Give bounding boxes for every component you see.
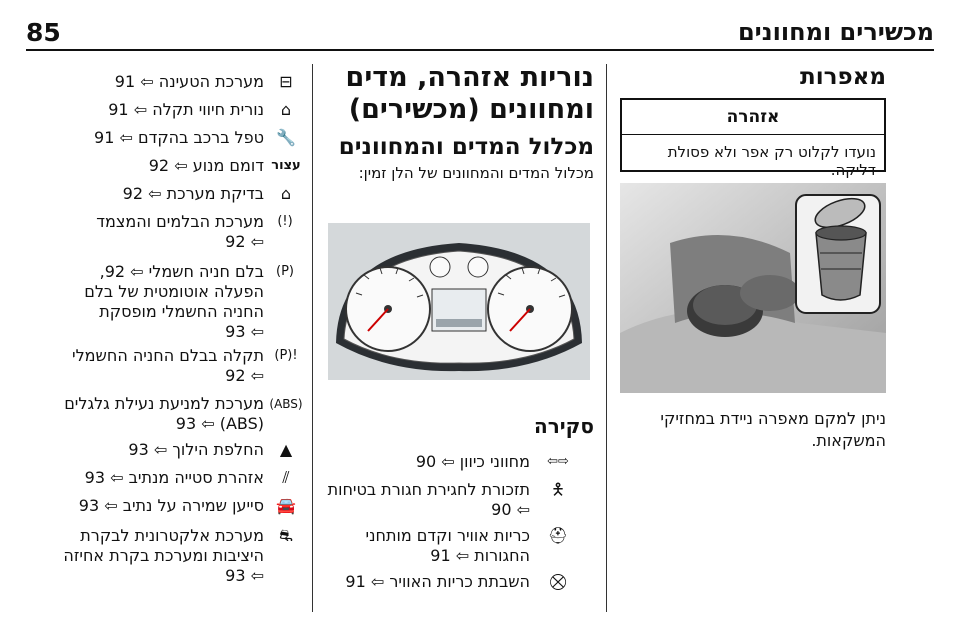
item-label: טפל ברכב בהקדם [137,128,264,147]
item-label: בלם חניה חשמלי [148,262,264,281]
instrument-cluster-image [328,223,590,380]
stop-text-icon: עצור [271,158,301,173]
list-item-airbag: כריות אוויר וקדם מותחני החגורות ⇦ 91 [326,526,530,566]
charging-system-icon: ⊟ [279,72,293,91]
item-label: מערכת למניעת נעילת גלגלים [64,394,264,413]
warning-title: אזהרה [622,100,884,135]
item-label-2: החגורות [474,546,530,565]
list-item-parking-brake-fault: תקלה בבלם החניה החשמלי ⇦ 92 [30,346,264,386]
malfunction-lamp-icon: ⌂ [280,100,292,119]
column-divider-left [312,64,313,612]
service-wrench-icon: 🔧 [276,128,296,147]
ashtray-caption-line-1: ניתן למקם מאפרה ניידת במחזיקי [660,409,886,428]
lane-departure-icon: ⫽ [282,468,290,487]
item-label: דומם מנוע [192,156,264,175]
warning-text: נועדו לקלוט רק אפר ולא פסולת דליקה. [667,143,876,179]
page-number: 85 [26,18,61,47]
page-ref-2: 93 [225,322,246,341]
ashtray-caption-line-2: המשקאות. [811,431,886,450]
list-item-brake-system: מערכת הבלמים והמצמד ⇦ 92 [30,212,264,252]
page-ref: 93 [175,414,197,433]
page-ref: 93 [84,468,106,487]
page-ref: 91 [94,128,115,147]
list-item-seatbelt: תזכורת לחגירת חגורת בטיחות ⇦ 90 [327,480,530,519]
upshift-icon: ▲ [279,440,293,459]
list-item-airbag-off: השבתת כריות האוויר ⇦ 91 [345,572,530,591]
item-label: תזכורת לחגירת חגורת בטיחות [327,480,530,499]
page-ref: 92 [148,156,170,175]
item-label: בדיקת מערכת [166,184,264,203]
page-ref: 93 [78,496,100,515]
item-label-2: הפעלה אוטומטית של בלם [84,282,264,301]
page-ref: 92 [122,184,144,203]
list-item-malfunction: נורית חיווי תקלה ⇦ 91 [108,100,264,119]
item-label-3: החניה החשמלי מופסקת [99,302,264,321]
section-title-line-1: נוריות אזהרה, מדים [345,62,594,93]
parking-brake-fault-icon: (P)! [274,348,298,363]
item-label: מערכת הטעינה [158,72,264,91]
list-item-turn-signal: מחווני כיוון ⇦ 90 [415,452,530,471]
page-ref: 91 [345,572,366,591]
seatbelt-icon: 🯅 [550,480,566,499]
instrument-cluster-intro: מכלול המדים והמחוונים של הלן זמין: [358,164,594,182]
warning-box [620,98,886,179]
page-ref: 91 [430,546,451,565]
item-label-2: (ABS) [219,414,264,433]
ashtray-caption [620,408,886,452]
page-ref: 93 [128,440,149,459]
column-divider-right [606,64,607,612]
page-ref: 92 [225,232,246,251]
item-label: נורית חיווי תקלה [152,100,264,119]
list-item-lane-keep: סייען שמירה על נתיב ⇦ 93 [78,496,264,515]
abs-icon: (ABS) [269,397,303,411]
list-item-abs: מערכת למניעת נעילת גלגלים (ABS) ⇦ 93 [30,394,264,434]
parking-brake-icon: (P) [276,264,294,279]
running-header: מכשירים ומחוונים [737,18,934,46]
system-check-icon: ⌂ [280,184,292,203]
item-label: החלפת הילוך [172,440,264,459]
item-label-2: היציבות ומערכת בקרת אחיזה [63,546,264,565]
airbag-off-icon: ⛒ [549,572,567,591]
item-label: השבתת כריות האוויר [389,572,530,591]
page-ref: 91 [114,72,136,91]
list-item-stop-engine: דומם מנוע ⇦ 92 [148,156,264,175]
instrument-cluster-subtitle: מכלול המדים והמחוונים [338,134,594,160]
page-ref: 90 [491,500,512,519]
list-item-lane-departure: אזהרת סטייה מנתיב ⇦ 93 [84,468,264,487]
list-item-service: טפל ברכב בהקדם ⇦ 91 [94,128,264,147]
turn-signal-icon: ⇦⇨ [547,454,569,469]
item-label: מחווני כיוון [459,452,530,471]
list-item-charging: מערכת הטעינה ⇦ 91 [114,72,264,91]
brake-system-icon: (!) [277,214,293,229]
item-label: מערכת הבלמים והמצמד [96,212,264,231]
esc-icon: ⛐ [279,526,293,545]
list-item-system-check: בדיקת מערכת ⇦ 92 [122,184,264,203]
item-label: תקלה בבלם החניה החשמלי [71,346,264,365]
list-item-parking-brake: בלם חניה חשמלי ⇦ 92, הפעלה אוטומטית של בלם החניה החשמלי מופסקת ⇦ 93 [30,262,264,342]
section-title-warning-lights [326,62,594,126]
item-label: מערכת אלקטרונית לבקרת [80,526,264,545]
page-ref: 91 [108,100,129,119]
item-label: כריות אוויר וקדם מותחני [365,526,530,545]
section-title-ashtrays: מאפרות [800,64,886,90]
overview-title: סקירה [534,414,594,438]
page-ref: 90 [415,452,437,471]
header-rule [26,49,934,51]
airbag-icon: ⛑ [547,526,569,545]
list-item-esc: מערכת אלקטרונית לבקרת היציבות ומערכת בקרת אחיזה ⇦ 93 [30,526,264,586]
list-item-upshift: החלפת הילוך ⇦ 93 [128,440,264,459]
page-ref: 92 [104,262,126,281]
page-ref: 92 [225,366,246,385]
section-title-line-2: ומחוונים (מכשירים) [348,94,594,125]
lane-keep-icon: 🚘 [276,496,296,515]
ashtray-photo [620,183,886,393]
page-ref: 93 [225,566,246,585]
item-label: אזהרת סטייה מנתיב [128,468,264,487]
item-label: סייען שמירה על נתיב [122,496,264,515]
